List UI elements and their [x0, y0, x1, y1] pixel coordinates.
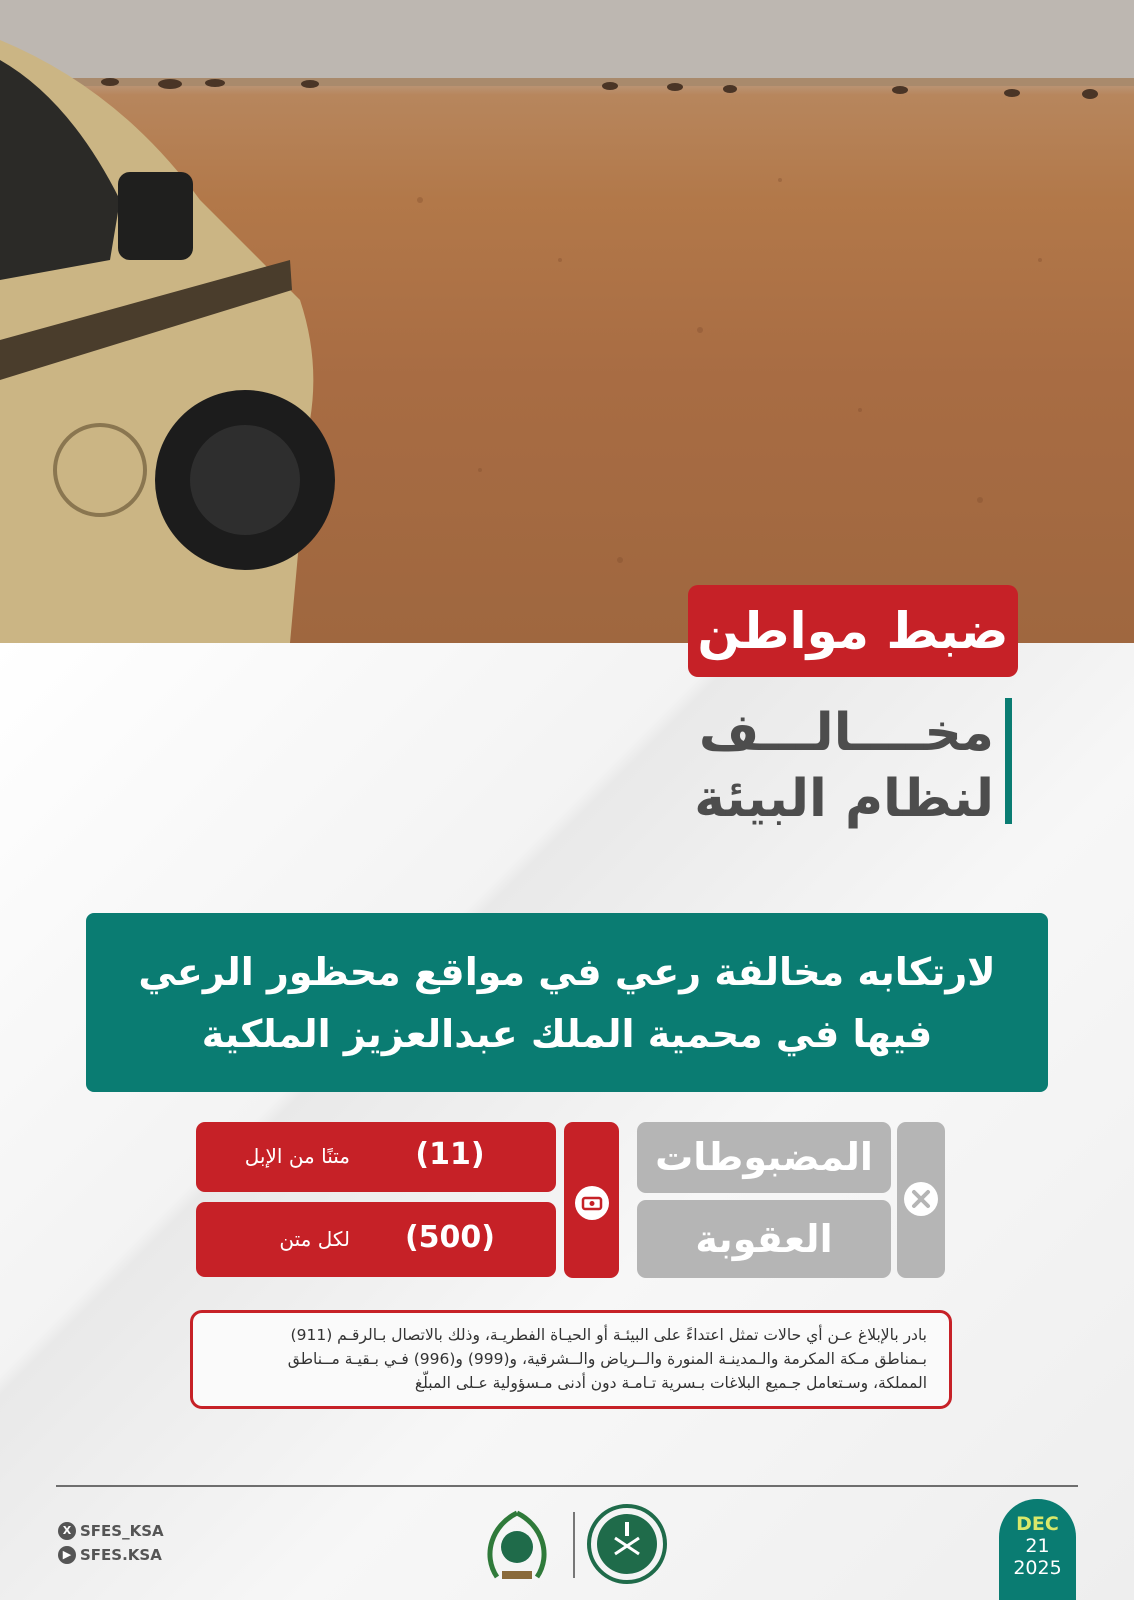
description-box	[86, 913, 1048, 1092]
subtitle	[594, 700, 994, 832]
penalty-value: (500)	[404, 1220, 496, 1255]
date-badge	[999, 1499, 1076, 1600]
penalty-label: العقوبة	[637, 1200, 891, 1278]
report-notice	[190, 1310, 952, 1409]
youtube-handle-text: SFES.KSA	[80, 1546, 162, 1564]
penalty-unit: لكل متن	[279, 1227, 350, 1251]
subtitle-accent-bar	[1005, 698, 1012, 824]
youtube-handle[interactable]	[58, 1546, 162, 1564]
description-line-1: لارتكابه مخالفة رعي في مواقع محظور الرعي	[138, 949, 996, 994]
money-icon	[575, 1186, 609, 1220]
description-line-2: فيها في محمية الملك عبدالعزيز الملكية	[201, 1011, 933, 1056]
youtube-icon: ▶	[58, 1546, 76, 1564]
desert-photo	[0, 0, 1134, 643]
x-logo-icon: X	[58, 1522, 76, 1540]
saudi-emblem	[585, 1502, 669, 1586]
headline-badge: ضبط مواطن	[688, 585, 1018, 677]
subtitle-line-1: مخــــالـــف	[698, 703, 994, 763]
seized-value: (11)	[415, 1137, 485, 1172]
date-year: 2025	[1013, 1557, 1062, 1579]
x-handle-text: SFES_KSA	[80, 1522, 164, 1540]
notice-line-3: المملكة، وسـتعامل جـميع البلاغات بـسرية تـامـة دون أدنى مـسؤولية عـلى المبلّغ	[414, 1374, 927, 1392]
desert-scene	[0, 0, 1134, 643]
tools-icon	[904, 1182, 938, 1216]
subtitle-line-2: لنظام البيئة	[694, 769, 994, 829]
footer-divider	[56, 1485, 1078, 1487]
date-day: 21	[1025, 1535, 1050, 1557]
emblem-separator	[573, 1512, 575, 1578]
special-forces-emblem	[472, 1505, 562, 1585]
x-handle[interactable]	[58, 1522, 164, 1540]
seized-unit: متنًا من الإبل	[244, 1144, 350, 1168]
seized-label: المضبوطات	[637, 1122, 891, 1193]
notice-line-1: بادر بالإبلاغ عـن أي حالات تمثل اعتداءً على البيئـة أو الحيـاة الفطريـة، وذلك بالاتصال بـالرقـم (911)	[290, 1326, 927, 1344]
date-month: DEC	[1016, 1513, 1059, 1535]
notice-line-2: بـمناطق مـكة المكرمة والـمدينـة المنورة والــرياض والــشرقية، و(999) و(996) فـي بـقيـة مــناطق	[287, 1350, 927, 1368]
